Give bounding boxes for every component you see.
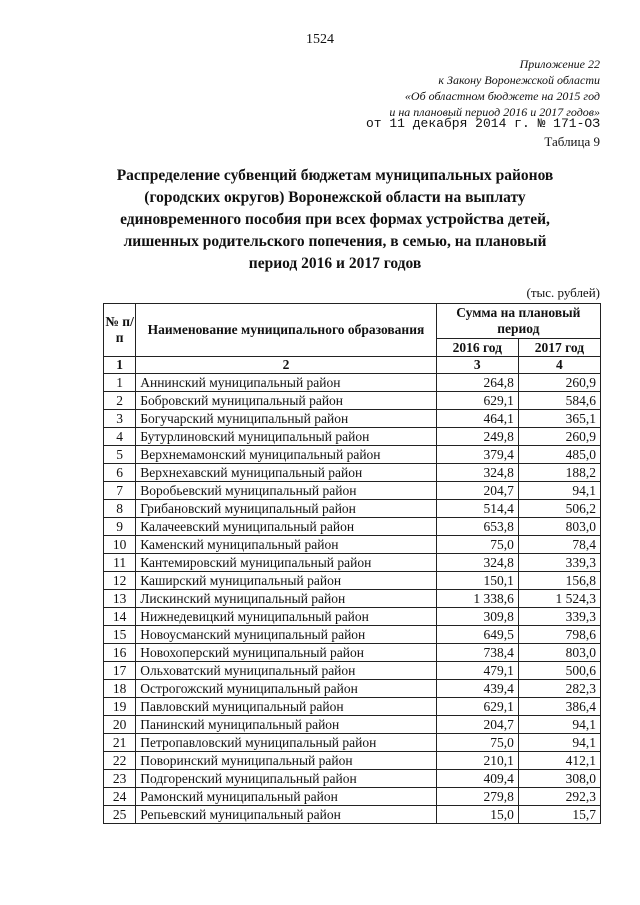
row-name: Бобровский муниципальный район [136, 392, 436, 410]
row-value-2016: 204,7 [436, 482, 518, 500]
row-value-2016: 479,1 [436, 662, 518, 680]
row-name: Кантемировский муниципальный район [136, 554, 436, 572]
row-number: 6 [104, 464, 136, 482]
appendix-line: к Закону Воронежской области [438, 73, 600, 87]
table-row [104, 698, 601, 716]
row-name: Богучарский муниципальный район [136, 410, 436, 428]
units-label: (тыс. рублей) [526, 285, 600, 300]
row-value-2017: 15,7 [518, 806, 600, 824]
row-value-2016: 649,5 [436, 626, 518, 644]
row-value-2016: 210,1 [436, 752, 518, 770]
row-value-2016: 324,8 [436, 464, 518, 482]
row-name: Ольховатский муниципальный район [136, 662, 436, 680]
table-body [104, 374, 601, 824]
header-col-1: 1 [104, 357, 136, 374]
row-value-2017: 365,1 [518, 410, 600, 428]
row-value-2016: 379,4 [436, 446, 518, 464]
row-value-2017: 292,3 [518, 788, 600, 806]
row-value-2017: 339,3 [518, 608, 600, 626]
row-value-2017: 803,0 [518, 644, 600, 662]
row-number: 13 [104, 590, 136, 608]
table-row [104, 644, 601, 662]
row-number: 22 [104, 752, 136, 770]
row-value-2016: 629,1 [436, 698, 518, 716]
row-name: Панинский муниципальный район [136, 716, 436, 734]
row-value-2017: 188,2 [518, 464, 600, 482]
table-row [104, 572, 601, 590]
table-row [104, 590, 601, 608]
table-row [104, 806, 601, 824]
row-value-2016: 279,8 [436, 788, 518, 806]
row-name: Лискинский муниципальный район [136, 590, 436, 608]
page-number: 1524 [306, 32, 334, 47]
row-name: Павловский муниципальный район [136, 698, 436, 716]
row-name: Поворинский муниципальный район [136, 752, 436, 770]
row-name: Каменский муниципальный район [136, 536, 436, 554]
row-number: 19 [104, 698, 136, 716]
row-value-2016: 629,1 [436, 392, 518, 410]
row-number: 10 [104, 536, 136, 554]
table-row [104, 680, 601, 698]
row-value-2017: 339,3 [518, 554, 600, 572]
row-number: 4 [104, 428, 136, 446]
row-name: Бутурлиновский муниципальный район [136, 428, 436, 446]
table-row [104, 662, 601, 680]
row-value-2017: 94,1 [518, 734, 600, 752]
row-value-2016: 1 338,6 [436, 590, 518, 608]
row-value-2017: 156,8 [518, 572, 600, 590]
subsidy-table [103, 303, 601, 824]
row-number: 11 [104, 554, 136, 572]
row-number: 21 [104, 734, 136, 752]
header-sum: Сумма на плановый период [436, 304, 600, 339]
row-value-2017: 282,3 [518, 680, 600, 698]
row-name: Петропавловский муниципальный район [136, 734, 436, 752]
row-value-2016: 439,4 [436, 680, 518, 698]
table-row [104, 626, 601, 644]
header-2017: 2017 год [518, 339, 600, 357]
table-row [104, 482, 601, 500]
appendix-line: и на плановый период 2016 и 2017 годов» [389, 105, 600, 119]
row-value-2016: 75,0 [436, 536, 518, 554]
table-row [104, 518, 601, 536]
row-value-2017: 78,4 [518, 536, 600, 554]
row-number: 7 [104, 482, 136, 500]
decree-stamp: от 11 декабря 2014 г. № 171-ОЗ [365, 116, 600, 131]
row-number: 20 [104, 716, 136, 734]
document-title: Распределение субвенций бюджетам муниципальных районов (городских округов) Воронежской области на выплату единовременного пособия при всех формах устройства детей, лишенных родительского попечения, в семью, на плановый период 2016 и 2017 годов [116, 167, 554, 272]
row-name: Воробьевский муниципальный район [136, 482, 436, 500]
row-number: 5 [104, 446, 136, 464]
row-number: 23 [104, 770, 136, 788]
row-name: Новоусманский муниципальный район [136, 626, 436, 644]
table-row [104, 392, 601, 410]
table-row [104, 374, 601, 392]
row-value-2016: 514,4 [436, 500, 518, 518]
row-value-2017: 412,1 [518, 752, 600, 770]
row-name: Калачеевский муниципальный район [136, 518, 436, 536]
row-value-2017: 798,6 [518, 626, 600, 644]
appendix-line: Приложение 22 [519, 57, 600, 71]
row-value-2017: 584,6 [518, 392, 600, 410]
header-col-2: 2 [136, 357, 436, 374]
row-number: 24 [104, 788, 136, 806]
row-number: 15 [104, 626, 136, 644]
table-row [104, 788, 601, 806]
row-value-2016: 264,8 [436, 374, 518, 392]
row-name: Рамонский муниципальный район [136, 788, 436, 806]
table-row [104, 752, 601, 770]
row-value-2017: 308,0 [518, 770, 600, 788]
table-row [104, 536, 601, 554]
row-name: Каширский муниципальный район [136, 572, 436, 590]
table-row [104, 554, 601, 572]
table-row [104, 716, 601, 734]
row-value-2017: 94,1 [518, 716, 600, 734]
row-number: 16 [104, 644, 136, 662]
row-name: Подгоренский муниципальный район [136, 770, 436, 788]
row-value-2016: 324,8 [436, 554, 518, 572]
row-value-2016: 249,8 [436, 428, 518, 446]
row-number: 18 [104, 680, 136, 698]
row-name: Верхнемамонский муниципальный район [136, 446, 436, 464]
table-row [104, 500, 601, 518]
header-col-3: 3 [436, 357, 518, 374]
row-number: 8 [104, 500, 136, 518]
row-number: 1 [104, 374, 136, 392]
row-number: 14 [104, 608, 136, 626]
table-row [104, 428, 601, 446]
row-number: 3 [104, 410, 136, 428]
row-name: Нижнедевицкий муниципальный район [136, 608, 436, 626]
row-value-2016: 464,1 [436, 410, 518, 428]
table-row [104, 410, 601, 428]
row-value-2016: 653,8 [436, 518, 518, 536]
row-value-2017: 94,1 [518, 482, 600, 500]
header-name: Наименование муниципального образования [136, 304, 436, 357]
table-row [104, 770, 601, 788]
row-name: Аннинский муниципальный район [136, 374, 436, 392]
row-name: Новохоперский муниципальный район [136, 644, 436, 662]
row-value-2016: 75,0 [436, 734, 518, 752]
header-2016: 2016 год [436, 339, 518, 357]
row-number: 25 [104, 806, 136, 824]
row-value-2017: 485,0 [518, 446, 600, 464]
header-num: № п/п [104, 304, 136, 357]
row-value-2017: 506,2 [518, 500, 600, 518]
row-value-2017: 1 524,3 [518, 590, 600, 608]
table-row [104, 446, 601, 464]
appendix-block [389, 56, 600, 120]
row-number: 2 [104, 392, 136, 410]
appendix-line: «Об областном бюджете на 2015 год [404, 89, 600, 103]
row-number: 9 [104, 518, 136, 536]
row-value-2016: 204,7 [436, 716, 518, 734]
header-col-4: 4 [518, 357, 600, 374]
row-value-2017: 386,4 [518, 698, 600, 716]
row-value-2017: 500,6 [518, 662, 600, 680]
table-row [104, 464, 601, 482]
row-value-2016: 150,1 [436, 572, 518, 590]
row-value-2016: 409,4 [436, 770, 518, 788]
table-row [104, 734, 601, 752]
row-value-2017: 260,9 [518, 428, 600, 446]
table-label: Таблица 9 [544, 134, 600, 149]
row-number: 12 [104, 572, 136, 590]
row-number: 17 [104, 662, 136, 680]
row-name: Верхнехавский муниципальный район [136, 464, 436, 482]
row-value-2016: 738,4 [436, 644, 518, 662]
row-value-2017: 803,0 [518, 518, 600, 536]
table-row [104, 608, 601, 626]
row-value-2017: 260,9 [518, 374, 600, 392]
row-value-2016: 309,8 [436, 608, 518, 626]
row-name: Острогожский муниципальный район [136, 680, 436, 698]
row-name: Грибановский муниципальный район [136, 500, 436, 518]
row-name: Репьевский муниципальный район [136, 806, 436, 824]
row-value-2016: 15,0 [436, 806, 518, 824]
